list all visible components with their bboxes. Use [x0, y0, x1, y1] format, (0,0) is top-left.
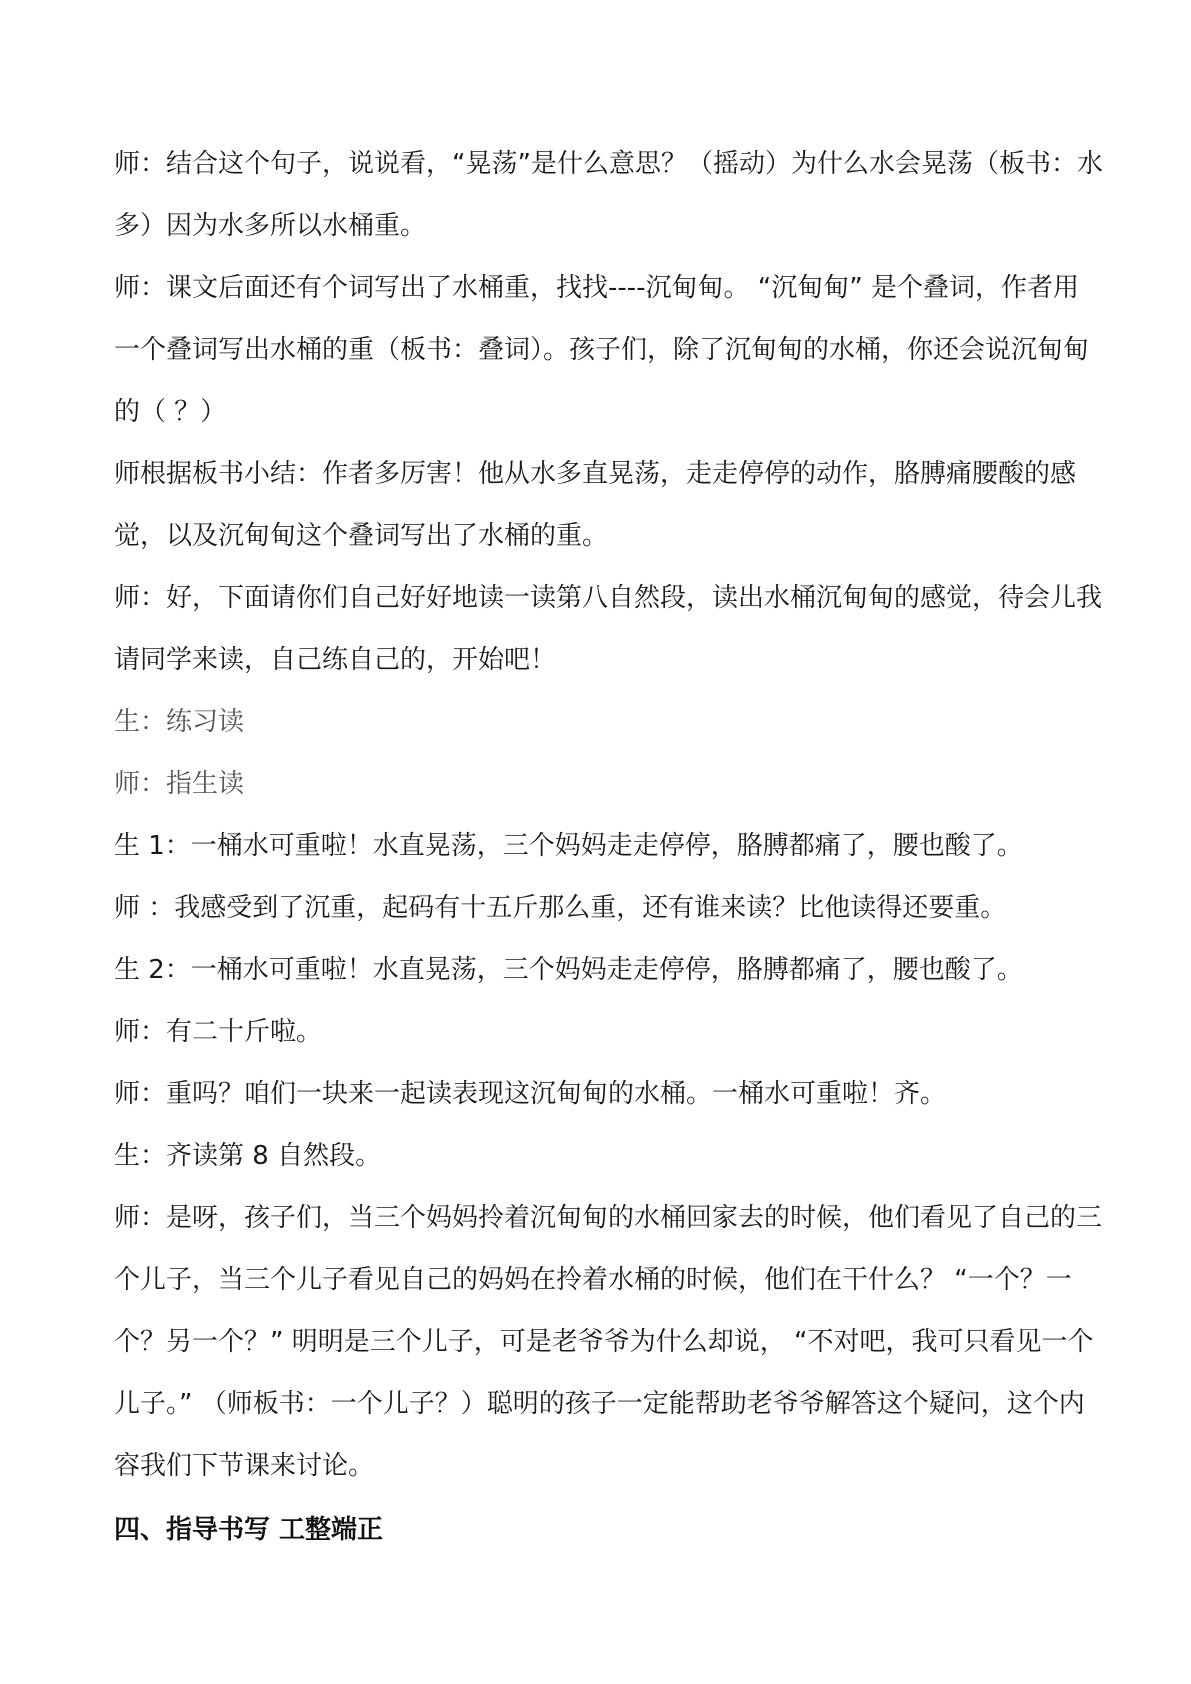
- paragraph-students-practice: 生：练习读: [114, 707, 245, 737]
- paragraph-three-sons-question: 师：是呀，孩子们，当三个妈妈拎着沉甸甸的水桶回家去的时候，他们看见了自己的三个儿子，当三个儿子看见自己的妈妈在拎着水桶的时候，他们在干什么？ “一个？一个？另一个？” 明明是三个儿子，可是老爷爷为什么却说， “不对吧，我可只看见一个儿子。” （师板书：一个儿子？）聪明的孩子一定能帮助老爷爷解答这个疑问，这个内容我们下节课来讨论。: [114, 1203, 1103, 1481]
- paragraph-teacher-feedback-one: 师 ：我感受到了沉重，起码有十五斤那么重，还有谁来读？比他读得还要重。: [114, 893, 1007, 923]
- paragraph-teacher-feedback-two: 师：有二十斤啦。: [114, 1017, 323, 1047]
- paragraph-class-reading-prompt: 师：重吗？咱们一块来一起读表现这沉甸甸的水桶。一桶水可重啦！齐。: [114, 1079, 947, 1109]
- paragraph-meaning-of-huangdang: 师：结合这个句子，说说看，“晃荡”是什么意思？（摇动）为什么水会晃荡（板书：水多）因为水多所以水桶重。: [114, 149, 1103, 241]
- document-body: [114, 133, 1104, 1561]
- paragraph-student-one-reading: 生 1：一桶水可重啦！水直晃荡，三个妈妈走走停停，胳膊都痛了，腰也酸了。: [114, 831, 1023, 861]
- paragraph-teacher-summary: 师根据板书小结：作者多厉害！他从水多直晃荡，走走停停的动作，胳膊痛腰酸的感觉，以及沉甸甸这个叠词写出了水桶的重。: [114, 459, 1077, 551]
- paragraph-chendiandian-reduplication: 师：课文后面还有个词写出了水桶重，找找----沉甸甸。 “沉甸甸” 是个叠词，作者用一个叠词写出水桶的重（板书：叠词）。孩子们，除了沉甸甸的水桶，你还会说沉甸甸的（ ？）: [114, 273, 1090, 427]
- paragraph-student-two-reading: 生 2：一桶水可重啦！水直晃荡，三个妈妈走走停停，胳膊都痛了，腰也酸了。: [114, 955, 1023, 985]
- paragraph-teacher-calls-student: 师：指生读: [114, 769, 245, 799]
- paragraph-read-section-eight: 师：好，下面请你们自己好好地读一读第八自然段，读出水桶沉甸甸的感觉，待会儿我请同学来读，自己练自己的，开始吧！: [114, 583, 1103, 675]
- paragraph-class-reads-together: 生：齐读第 8 自然段。: [114, 1141, 382, 1171]
- section-heading-writing-guidance: 四、指导书写 工整端正: [114, 1515, 384, 1545]
